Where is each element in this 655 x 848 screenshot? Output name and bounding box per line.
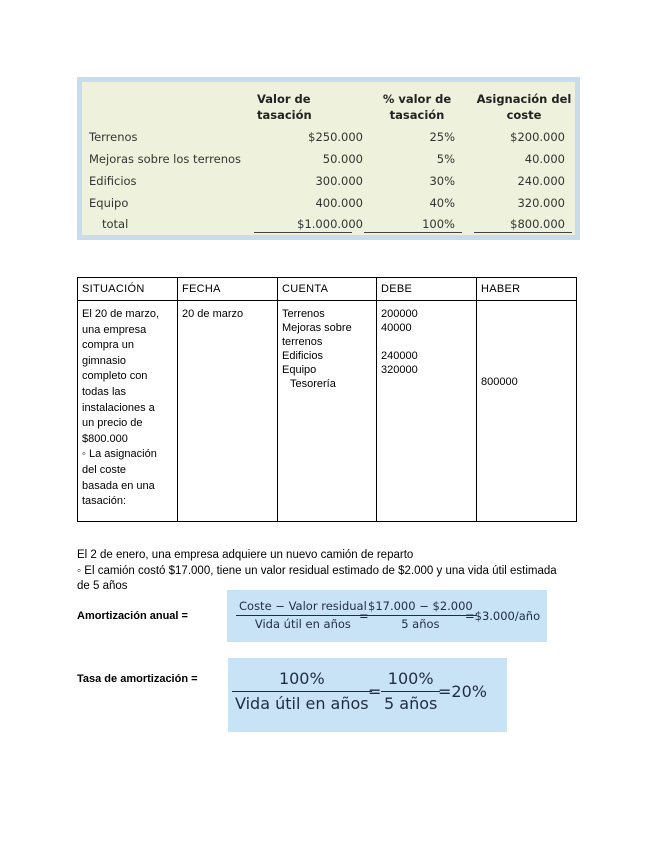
situacion-line: $800.000 — [82, 432, 128, 445]
row-label: Edificios — [89, 174, 137, 188]
total-row — [82, 214, 575, 234]
header-situacion: SITUACIÓN — [78, 278, 178, 301]
header-debe: DEBE — [377, 278, 477, 301]
debe-line: 320000 — [381, 364, 418, 376]
fraction — [236, 598, 370, 633]
cuenta-line: Terrenos — [282, 308, 325, 320]
total-asig: $800.000 — [510, 217, 565, 231]
row-pct: 25% — [429, 130, 455, 144]
row-label: Mejoras sobre los terrenos — [89, 152, 242, 166]
debe-line: 240000 — [381, 350, 418, 362]
numerator: 100% — [278, 669, 325, 688]
paragraph-line: ◦ El camión costó $17.000, tiene un valor residual estimado de $2.000 y una vida útil estimada — [77, 565, 557, 577]
total-underline — [474, 232, 572, 233]
row-asig: 40.000 — [524, 152, 565, 166]
numerator: Coste − Valor residual — [239, 599, 367, 613]
equals-sign: = — [368, 682, 382, 701]
amortizacion-anual-formula — [227, 590, 547, 642]
row-valor: $250.000 — [308, 130, 363, 144]
situacion-line: un precio de — [82, 417, 143, 430]
row-valor: 400.000 — [315, 196, 363, 210]
cuenta-line: Mejoras sobre — [282, 322, 352, 334]
cell-debe — [377, 301, 477, 522]
row-valor: 50.000 — [322, 152, 363, 166]
table-row — [82, 149, 575, 169]
journal-table — [77, 277, 577, 522]
header-fecha: FECHA — [178, 278, 278, 301]
cell-fecha — [178, 301, 278, 522]
denominator: 5 años — [381, 691, 440, 716]
haber-value: 800000 — [481, 376, 518, 388]
table-row — [82, 171, 575, 191]
row-pct: 30% — [429, 174, 455, 188]
row-pct: 40% — [429, 196, 455, 210]
numerator: 100% — [387, 669, 434, 688]
situacion-line: instalaciones a — [82, 401, 155, 414]
row-label: Terrenos — [89, 130, 138, 144]
journal-entry-row — [78, 301, 577, 522]
paragraph-line: El 2 de enero, una empresa adquiere un nuevo camión de reparto — [77, 549, 414, 561]
situacion-line: completo con — [82, 370, 148, 383]
denominator: 5 años — [365, 615, 476, 633]
row-valor: 300.000 — [315, 174, 363, 188]
situacion-line: compra un — [82, 339, 134, 352]
journal-header-row — [78, 278, 577, 301]
fraction — [381, 667, 440, 716]
situacion-line: tasación: — [82, 495, 127, 508]
amortizacion-anual-label: Amortización anual = — [77, 610, 188, 622]
total-pct: 100% — [422, 217, 455, 231]
paragraph-line: de 5 años — [77, 580, 128, 592]
situacion-line: una empresa — [82, 323, 147, 336]
cuenta-line: Tesorería — [290, 378, 336, 390]
situacion-line: El 20 de marzo, — [82, 308, 160, 320]
row-asig: 240.000 — [517, 174, 565, 188]
tasa-amortizacion-formula — [228, 658, 507, 732]
header-cuenta: CUENTA — [278, 278, 377, 301]
cell-situacion — [78, 301, 178, 522]
situacion-line: del coste — [82, 463, 127, 476]
total-label: total — [102, 217, 129, 231]
denominator: Vida útil en años — [232, 691, 372, 716]
cuenta-line: Edificios — [282, 350, 323, 362]
row-asig: 320.000 — [517, 196, 565, 210]
fraction — [365, 598, 476, 633]
total-valor: $1.000.000 — [297, 217, 363, 231]
tasa-amortizacion-label: Tasa de amortización = — [77, 673, 198, 685]
situacion-line: todas las — [82, 385, 127, 398]
cuenta-line: Equipo — [282, 364, 317, 376]
numerator: $17.000 − $2.000 — [368, 599, 473, 613]
debe-line: 40000 — [381, 322, 412, 334]
fecha-value: 20 de marzo — [182, 308, 244, 320]
situacion-line: gimnasio — [82, 354, 127, 367]
debe-line — [381, 335, 472, 349]
result: =$3.000/año — [465, 609, 541, 623]
situacion-line: basada en una — [82, 479, 155, 492]
appraisal-table-body — [82, 82, 575, 235]
appraisal-table — [77, 77, 580, 240]
table-row — [82, 127, 575, 147]
equals-sign: = — [359, 609, 369, 623]
row-label: Equipo — [89, 196, 129, 210]
table-row — [82, 193, 575, 213]
header-valor-tasacion: Valor de tasación — [257, 92, 312, 122]
header-pct-valor: % valor de tasación — [382, 92, 452, 122]
cuenta-line: terrenos — [282, 336, 323, 348]
debe-line: 200000 — [381, 308, 418, 320]
denominator: Vida útil en años — [236, 615, 370, 633]
total-underline — [364, 232, 462, 233]
fraction — [232, 667, 372, 716]
header-asignacion: Asignación del coste — [476, 92, 572, 122]
row-pct: 5% — [436, 152, 455, 166]
cell-haber — [477, 301, 577, 522]
cell-cuenta — [278, 301, 377, 522]
header-haber: HABER — [477, 278, 577, 301]
total-underline — [254, 232, 352, 233]
situacion-line: ◦ La asignación — [82, 448, 157, 461]
result: =20% — [438, 682, 487, 701]
row-asig: $200.000 — [510, 130, 565, 144]
